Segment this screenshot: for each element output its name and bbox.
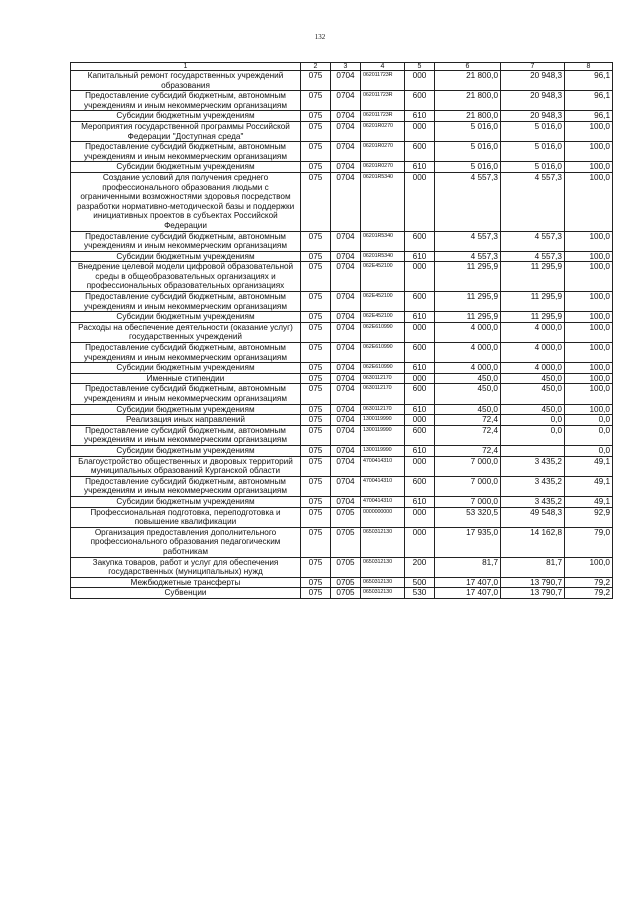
- cell-section-code: 0704: [331, 231, 361, 251]
- cell-section-code: 0704: [331, 343, 361, 363]
- cell-executed: 3 435,2: [501, 456, 565, 476]
- table-row: [71, 91, 613, 111]
- cell-expense-type: 610: [405, 445, 435, 456]
- cell-executed: 450,0: [501, 373, 565, 384]
- cell-target-article: 062E452100: [361, 312, 405, 323]
- cell-section-code: 0704: [331, 312, 361, 323]
- cell-expense-type: 000: [405, 172, 435, 231]
- cell-section-code: 0704: [331, 496, 361, 507]
- cell-expense-type: 200: [405, 557, 435, 577]
- cell-planned: 450,0: [435, 404, 501, 415]
- cell-target-article: 4700414310: [361, 456, 405, 476]
- cell-section-code: 0704: [331, 456, 361, 476]
- table-row: [71, 121, 613, 141]
- cell-target-article: 0630112170: [361, 384, 405, 404]
- cell-percent: 79,0: [565, 527, 613, 557]
- table-row: [71, 588, 613, 599]
- cell-admin-code: 075: [301, 312, 331, 323]
- cell-expense-type: 600: [405, 142, 435, 162]
- table-row: [71, 322, 613, 342]
- cell-executed: 5 016,0: [501, 121, 565, 141]
- cell-executed: 5 016,0: [501, 162, 565, 173]
- cell-planned: 7 000,0: [435, 476, 501, 496]
- row-name: Субсидии бюджетным учреждениям: [71, 363, 301, 374]
- page-number: 132: [314, 33, 326, 41]
- table-row: [71, 456, 613, 476]
- cell-planned: 72,4: [435, 445, 501, 456]
- cell-expense-type: 610: [405, 404, 435, 415]
- cell-section-code: 0704: [331, 121, 361, 141]
- cell-percent: 100,0: [565, 373, 613, 384]
- cell-executed: 81,7: [501, 557, 565, 577]
- row-name: Субсидии бюджетным учреждениям: [71, 404, 301, 415]
- cell-percent: 100,0: [565, 384, 613, 404]
- cell-admin-code: 075: [301, 577, 331, 588]
- row-name: Благоустройство общественных и дворовых территорий муниципальных образований Курганской области: [71, 456, 301, 476]
- cell-expense-type: 600: [405, 425, 435, 445]
- row-name: Субсидии бюджетным учреждениям: [71, 445, 301, 456]
- cell-admin-code: 075: [301, 71, 331, 91]
- cell-executed: 450,0: [501, 384, 565, 404]
- cell-expense-type: 600: [405, 231, 435, 251]
- cell-admin-code: 075: [301, 527, 331, 557]
- cell-planned: 7 000,0: [435, 496, 501, 507]
- cell-planned: 17 935,0: [435, 527, 501, 557]
- cell-expense-type: 600: [405, 384, 435, 404]
- cell-admin-code: 075: [301, 456, 331, 476]
- cell-admin-code: 075: [301, 425, 331, 445]
- cell-planned: 17 407,0: [435, 588, 501, 599]
- cell-executed: 4 557,3: [501, 172, 565, 231]
- row-name: Организация предоставления дополнительного профессионального образования педагогическим работникам: [71, 527, 301, 557]
- budget-execution-table: [70, 62, 613, 599]
- row-name: Закупка товаров, работ и услуг для обеспечения государственных (муниципальных) нужд: [71, 557, 301, 577]
- cell-section-code: 0704: [331, 404, 361, 415]
- row-name: Субсидии бюджетным учреждениям: [71, 162, 301, 173]
- cell-target-article: 0000000000: [361, 507, 405, 527]
- cell-target-article: 0650312130: [361, 527, 405, 557]
- cell-admin-code: 075: [301, 251, 331, 262]
- cell-admin-code: 075: [301, 384, 331, 404]
- cell-section-code: 0705: [331, 527, 361, 557]
- table-row: [71, 363, 613, 374]
- table-row: [71, 425, 613, 445]
- cell-percent: 100,0: [565, 121, 613, 141]
- cell-section-code: 0704: [331, 262, 361, 292]
- cell-percent: 100,0: [565, 142, 613, 162]
- table-row: [71, 312, 613, 323]
- row-name: Субсидии бюджетным учреждениям: [71, 111, 301, 122]
- cell-expense-type: 000: [405, 262, 435, 292]
- cell-executed: 450,0: [501, 404, 565, 415]
- cell-target-article: 1300119990: [361, 415, 405, 426]
- cell-executed: 4 000,0: [501, 343, 565, 363]
- cell-percent: 100,0: [565, 251, 613, 262]
- cell-target-article: 06201R0270: [361, 162, 405, 173]
- cell-section-code: 0704: [331, 292, 361, 312]
- cell-percent: 96,1: [565, 91, 613, 111]
- cell-expense-type: 610: [405, 111, 435, 122]
- cell-planned: 11 295,9: [435, 292, 501, 312]
- cell-admin-code: 075: [301, 445, 331, 456]
- cell-expense-type: 530: [405, 588, 435, 599]
- cell-section-code: 0704: [331, 251, 361, 262]
- row-name: Создание условий для получения среднего профессионального образования людьми с ограниченными возможностями здоровья посредством разработки нормативно-методической базы и поддержки инициативных проектов в субъектах Российской Федерации: [71, 172, 301, 231]
- cell-section-code: 0704: [331, 91, 361, 111]
- column-header: 6: [435, 63, 501, 71]
- cell-target-article: 062E610990: [361, 363, 405, 374]
- cell-executed: 13 790,7: [501, 588, 565, 599]
- cell-admin-code: 075: [301, 476, 331, 496]
- cell-section-code: 0704: [331, 322, 361, 342]
- row-name: Предоставление субсидий бюджетным, автономным учреждениям и иным некоммерческим организациям: [71, 476, 301, 496]
- cell-planned: 4 557,3: [435, 172, 501, 231]
- table-row: [71, 404, 613, 415]
- cell-section-code: 0704: [331, 363, 361, 374]
- cell-admin-code: 075: [301, 415, 331, 426]
- cell-admin-code: 075: [301, 373, 331, 384]
- cell-expense-type: 610: [405, 312, 435, 323]
- table-row: [71, 142, 613, 162]
- cell-expense-type: 000: [405, 507, 435, 527]
- cell-section-code: 0704: [331, 172, 361, 231]
- cell-admin-code: 075: [301, 121, 331, 141]
- row-name: Именные стипендии: [71, 373, 301, 384]
- cell-admin-code: 075: [301, 162, 331, 173]
- table-row: [71, 496, 613, 507]
- cell-target-article: 1300119990: [361, 445, 405, 456]
- cell-planned: 450,0: [435, 373, 501, 384]
- cell-percent: 96,1: [565, 111, 613, 122]
- cell-planned: 21 800,0: [435, 71, 501, 91]
- cell-expense-type: 000: [405, 456, 435, 476]
- cell-percent: 100,0: [565, 363, 613, 374]
- cell-planned: 53 320,5: [435, 507, 501, 527]
- cell-executed: 14 162,8: [501, 527, 565, 557]
- cell-section-code: 0705: [331, 577, 361, 588]
- cell-admin-code: 075: [301, 588, 331, 599]
- cell-expense-type: 500: [405, 577, 435, 588]
- cell-executed: 11 295,9: [501, 262, 565, 292]
- cell-admin-code: 075: [301, 292, 331, 312]
- cell-planned: 4 000,0: [435, 343, 501, 363]
- cell-section-code: 0704: [331, 373, 361, 384]
- cell-expense-type: 000: [405, 322, 435, 342]
- table-row: [71, 292, 613, 312]
- cell-percent: 49,1: [565, 476, 613, 496]
- cell-planned: 5 016,0: [435, 142, 501, 162]
- cell-target-article: 4700414310: [361, 496, 405, 507]
- cell-percent: 79,2: [565, 577, 613, 588]
- cell-target-article: 0650312130: [361, 588, 405, 599]
- cell-percent: 0,0: [565, 425, 613, 445]
- column-header: 4: [361, 63, 405, 71]
- cell-planned: 72,4: [435, 415, 501, 426]
- cell-section-code: 0704: [331, 111, 361, 122]
- cell-planned: 11 295,9: [435, 262, 501, 292]
- cell-section-code: 0704: [331, 425, 361, 445]
- table-row: [71, 577, 613, 588]
- column-header: 2: [301, 63, 331, 71]
- table-row: [71, 162, 613, 173]
- cell-executed: 11 295,9: [501, 292, 565, 312]
- cell-expense-type: 610: [405, 363, 435, 374]
- cell-expense-type: 610: [405, 162, 435, 173]
- table-row: [71, 384, 613, 404]
- cell-executed: 20 948,3: [501, 91, 565, 111]
- cell-planned: 5 016,0: [435, 162, 501, 173]
- cell-target-article: 0630112170: [361, 404, 405, 415]
- cell-percent: 100,0: [565, 404, 613, 415]
- cell-target-article: 06201R5340: [361, 251, 405, 262]
- cell-section-code: 0704: [331, 445, 361, 456]
- column-number-row: [71, 63, 613, 71]
- cell-section-code: 0704: [331, 142, 361, 162]
- row-name: Предоставление субсидий бюджетным, автономным учреждениям и иным некоммерческим организациям: [71, 343, 301, 363]
- row-name: Профессиональная подготовка, переподготовка и повышение квалификации: [71, 507, 301, 527]
- cell-expense-type: 610: [405, 496, 435, 507]
- row-name: Предоставление субсидий бюджетным, автономным учреждениям и иным некоммерческим организациям: [71, 384, 301, 404]
- cell-admin-code: 075: [301, 172, 331, 231]
- cell-percent: 100,0: [565, 172, 613, 231]
- cell-percent: 49,1: [565, 456, 613, 476]
- cell-target-article: 0650312130: [361, 577, 405, 588]
- cell-percent: 79,2: [565, 588, 613, 599]
- cell-planned: 4 000,0: [435, 322, 501, 342]
- cell-expense-type: 600: [405, 91, 435, 111]
- row-name: Субсидии бюджетным учреждениям: [71, 312, 301, 323]
- cell-executed: 0,0: [501, 425, 565, 445]
- column-header: 5: [405, 63, 435, 71]
- cell-percent: 49,1: [565, 496, 613, 507]
- cell-admin-code: 075: [301, 557, 331, 577]
- table-row: [71, 557, 613, 577]
- cell-percent: 100,0: [565, 262, 613, 292]
- cell-percent: 100,0: [565, 231, 613, 251]
- cell-admin-code: 075: [301, 91, 331, 111]
- cell-section-code: 0705: [331, 557, 361, 577]
- cell-planned: 11 295,9: [435, 312, 501, 323]
- cell-target-article: 1300119990: [361, 425, 405, 445]
- cell-expense-type: 000: [405, 415, 435, 426]
- cell-section-code: 0705: [331, 588, 361, 599]
- cell-percent: 0,0: [565, 445, 613, 456]
- column-header: 7: [501, 63, 565, 71]
- cell-percent: 100,0: [565, 312, 613, 323]
- cell-percent: 100,0: [565, 292, 613, 312]
- table-row: [71, 507, 613, 527]
- cell-planned: 4 557,3: [435, 231, 501, 251]
- cell-expense-type: 600: [405, 343, 435, 363]
- row-name: Мероприятия государственной программы Российской Федерации "Доступная среда": [71, 121, 301, 141]
- cell-target-article: 4700414310: [361, 476, 405, 496]
- cell-executed: 4 557,3: [501, 231, 565, 251]
- cell-executed: 4 557,3: [501, 251, 565, 262]
- cell-target-article: 06201R5340: [361, 172, 405, 231]
- row-name: Реализация иных направлений: [71, 415, 301, 426]
- column-header: 8: [565, 63, 613, 71]
- cell-planned: 4 000,0: [435, 363, 501, 374]
- cell-planned: 17 407,0: [435, 577, 501, 588]
- cell-admin-code: 075: [301, 507, 331, 527]
- row-name: Субсидии бюджетным учреждениям: [71, 251, 301, 262]
- cell-admin-code: 075: [301, 496, 331, 507]
- table-row: [71, 527, 613, 557]
- row-name: Предоставление субсидий бюджетным, автономным учреждениям и иным некоммерческим организациям: [71, 91, 301, 111]
- cell-target-article: 06201R0270: [361, 142, 405, 162]
- cell-percent: 100,0: [565, 322, 613, 342]
- cell-percent: 100,0: [565, 162, 613, 173]
- column-header: 3: [331, 63, 361, 71]
- cell-executed: 11 295,9: [501, 312, 565, 323]
- table-row: [71, 445, 613, 456]
- table-row: [71, 231, 613, 251]
- table-row: [71, 373, 613, 384]
- cell-admin-code: 075: [301, 343, 331, 363]
- table-row: [71, 476, 613, 496]
- row-name: Межбюджетные трансферты: [71, 577, 301, 588]
- row-name: Предоставление субсидий бюджетным, автономным учреждениям и иным некоммерческим организациям: [71, 142, 301, 162]
- cell-executed: 4 000,0: [501, 322, 565, 342]
- cell-target-article: 062E452100: [361, 292, 405, 312]
- cell-target-article: 062011723R: [361, 91, 405, 111]
- cell-planned: 5 016,0: [435, 121, 501, 141]
- row-name: Предоставление субсидий бюджетным, автономным учреждениям и иным некоммерческим организациям: [71, 425, 301, 445]
- cell-planned: 4 557,3: [435, 251, 501, 262]
- table-row: [71, 71, 613, 91]
- cell-target-article: 06201R0270: [361, 121, 405, 141]
- cell-section-code: 0704: [331, 71, 361, 91]
- cell-executed: 4 000,0: [501, 363, 565, 374]
- cell-target-article: 062011723R: [361, 111, 405, 122]
- cell-admin-code: 075: [301, 111, 331, 122]
- cell-target-article: 0650312130: [361, 557, 405, 577]
- cell-executed: 20 948,3: [501, 71, 565, 91]
- cell-section-code: 0704: [331, 162, 361, 173]
- cell-expense-type: 600: [405, 476, 435, 496]
- row-name: Субсидии бюджетным учреждениям: [71, 496, 301, 507]
- column-header: 1: [71, 63, 301, 71]
- row-name: Внедрение целевой модели цифровой образовательной среды в общеобразовательных организациях и профессиональных образовательных организациях: [71, 262, 301, 292]
- cell-planned: 81,7: [435, 557, 501, 577]
- cell-planned: 21 800,0: [435, 111, 501, 122]
- cell-target-article: 0630112170: [361, 373, 405, 384]
- cell-expense-type: 610: [405, 251, 435, 262]
- cell-planned: 450,0: [435, 384, 501, 404]
- cell-expense-type: 000: [405, 527, 435, 557]
- cell-expense-type: 000: [405, 71, 435, 91]
- row-name: Субвенции: [71, 588, 301, 599]
- table-row: [71, 251, 613, 262]
- cell-executed: 3 435,2: [501, 496, 565, 507]
- cell-executed: 3 435,2: [501, 476, 565, 496]
- cell-executed: 5 016,0: [501, 142, 565, 162]
- table-row: [71, 262, 613, 292]
- cell-target-article: 062E452100: [361, 262, 405, 292]
- row-name: Предоставление субсидий бюджетным, автономным учреждениям и иным некоммерческим организациям: [71, 231, 301, 251]
- row-name: Предоставление субсидий бюджетным, автономным учреждениям и иным некоммерческим организациям: [71, 292, 301, 312]
- table-row: [71, 111, 613, 122]
- table-row: [71, 415, 613, 426]
- cell-target-article: 062E610990: [361, 343, 405, 363]
- cell-admin-code: 075: [301, 404, 331, 415]
- cell-expense-type: 600: [405, 292, 435, 312]
- cell-executed: 49 548,3: [501, 507, 565, 527]
- cell-admin-code: 075: [301, 363, 331, 374]
- cell-expense-type: 000: [405, 373, 435, 384]
- cell-target-article: 062E610990: [361, 322, 405, 342]
- cell-target-article: 062011723R: [361, 71, 405, 91]
- cell-section-code: 0704: [331, 415, 361, 426]
- cell-percent: 0,0: [565, 415, 613, 426]
- cell-executed: 0,0: [501, 415, 565, 426]
- cell-executed: 20 948,3: [501, 111, 565, 122]
- cell-percent: 92,9: [565, 507, 613, 527]
- cell-admin-code: 075: [301, 322, 331, 342]
- cell-target-article: 06201R5340: [361, 231, 405, 251]
- table-row: [71, 172, 613, 231]
- cell-section-code: 0705: [331, 507, 361, 527]
- cell-admin-code: 075: [301, 262, 331, 292]
- cell-section-code: 0704: [331, 384, 361, 404]
- cell-expense-type: 000: [405, 121, 435, 141]
- table-row: [71, 343, 613, 363]
- cell-percent: 100,0: [565, 343, 613, 363]
- cell-planned: 21 800,0: [435, 91, 501, 111]
- cell-percent: 100,0: [565, 557, 613, 577]
- row-name: Расходы на обеспечение деятельности (оказание услуг) государственных учреждений: [71, 322, 301, 342]
- cell-admin-code: 075: [301, 231, 331, 251]
- cell-executed: 13 790,7: [501, 577, 565, 588]
- cell-planned: 72,4: [435, 425, 501, 445]
- cell-section-code: 0704: [331, 476, 361, 496]
- row-name: Капитальный ремонт государственных учреждений образования: [71, 71, 301, 91]
- cell-executed: [501, 445, 565, 456]
- cell-planned: 7 000,0: [435, 456, 501, 476]
- cell-percent: 96,1: [565, 71, 613, 91]
- cell-admin-code: 075: [301, 142, 331, 162]
